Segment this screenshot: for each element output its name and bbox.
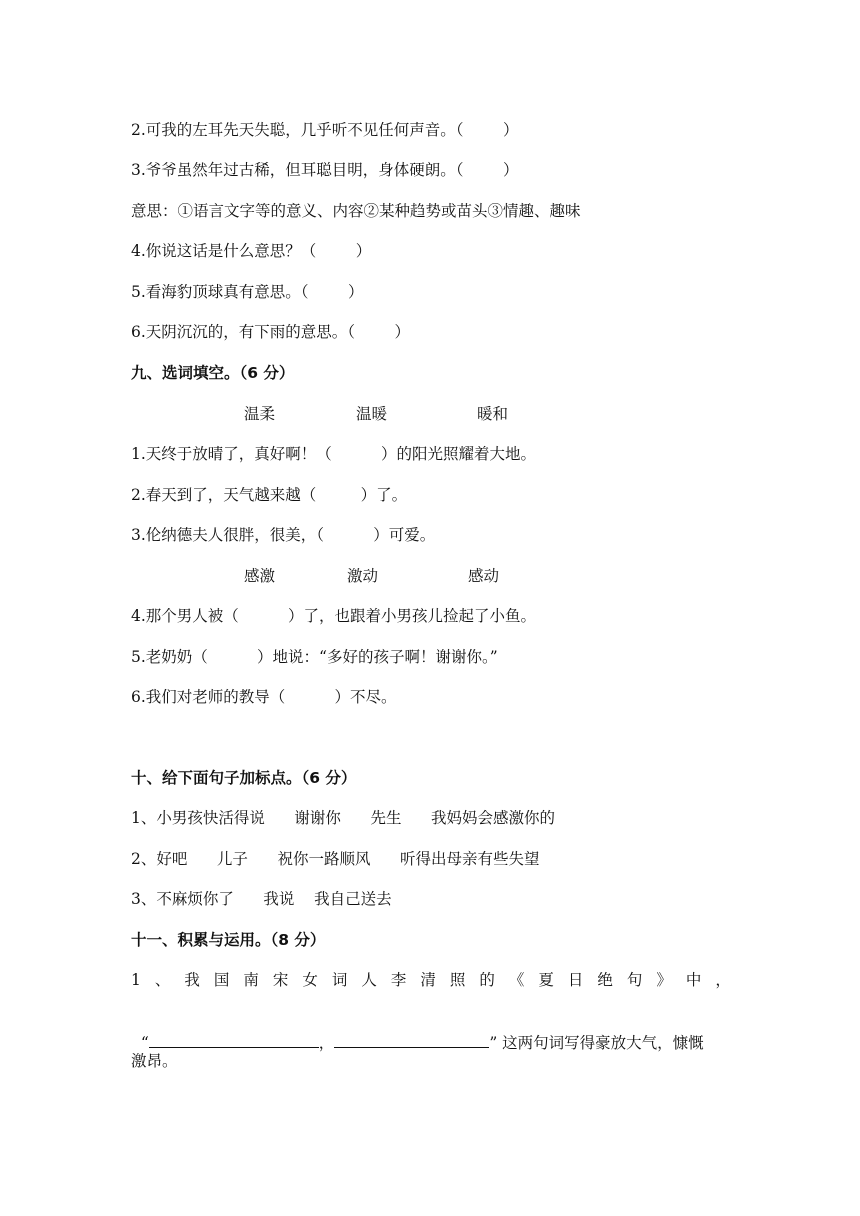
line-q11-1 — [131, 970, 731, 990]
line-q9-2: 2.春天到了，天气越来越（ ）了。 — [131, 486, 408, 504]
fill-in-blank-2[interactable] — [334, 1031, 489, 1048]
char: 句 — [626, 971, 643, 989]
char: 《 — [508, 971, 525, 989]
meaning-definitions: 意思：①语言文字等的意义、内容②某种趋势或苗头③情趣、趣味 — [131, 202, 581, 220]
char: 夏 — [538, 971, 554, 989]
word-option: 暖和 — [477, 405, 509, 423]
char: ， — [715, 971, 731, 989]
line-q9-1: 1.天终于放晴了，真好啊！（ ）的阳光照耀着大地。 — [131, 445, 537, 463]
word-option: 感动 — [468, 567, 500, 585]
line-q9-5: 5.老奶奶（ ）地说：“多好的孩子啊！谢谢你。” — [131, 648, 498, 666]
char: 绝 — [597, 971, 613, 989]
line-q9-4: 4.那个男人被（ ）了，也跟着小男孩儿捡起了小鱼。 — [131, 607, 537, 625]
line-q10-1: 1、小男孩快活得说 谢谢你 先生 我妈妈会感激你的 — [131, 809, 556, 827]
char: 清 — [420, 971, 436, 989]
char: 》 — [656, 971, 672, 989]
char: 中 — [685, 971, 702, 989]
char: 南 — [243, 971, 259, 989]
fill-in-blank-1[interactable] — [149, 1031, 319, 1048]
char: 日 — [567, 971, 584, 989]
char: 人 — [361, 971, 377, 989]
section-10-heading: 十、给下面句子加标点。（6 分） — [131, 769, 357, 787]
line-q8-2: 2.可我的左耳先天失聪，几乎听不见任何声音。（ ） — [131, 121, 519, 139]
word-option: 激动 — [347, 567, 379, 585]
word-option: 温暖 — [356, 405, 388, 423]
char: 、 — [154, 971, 171, 989]
sentence-tail: ” 这两句词写得豪放大气，慷慨 — [489, 1034, 704, 1052]
section-9-heading: 九、选词填空。（6 分） — [131, 364, 295, 382]
char: 我 — [184, 971, 200, 989]
line-q9-3: 3.伦纳德夫人很胖，很美，（ ）可爱。 — [131, 526, 436, 544]
open-quote: “ — [140, 1034, 149, 1052]
char: 国 — [213, 971, 230, 989]
comma: ， — [318, 1034, 335, 1052]
char: 李 — [390, 971, 407, 989]
char: 1 — [131, 971, 141, 989]
line-q10-3: 3、不麻烦你了 我说 我自己送去 — [131, 890, 392, 908]
char: 照 — [449, 971, 466, 989]
line-q8-6: 6.天阴沉沉的，有下雨的意思。（ ） — [131, 323, 410, 341]
line-q8-3: 3.爷爷虽然年过古稀，但耳聪目明，身体硬朗。（ ） — [131, 161, 519, 179]
line-q11-1-blanks — [131, 1011, 704, 1053]
line-q8-4: 4.你说这话是什么意思？（ ） — [131, 242, 372, 260]
char: 宋 — [272, 971, 289, 989]
line-q8-5: 5.看海豹顶球真有意思。（ ） — [131, 283, 364, 301]
section-11-heading: 十一、积累与运用。（8 分） — [131, 931, 326, 949]
char: 的 — [479, 971, 495, 989]
char: 词 — [331, 971, 348, 989]
line-q10-2: 2、好吧 儿子 祝你一路顺风 听得出母亲有些失望 — [131, 850, 540, 868]
word-option: 感激 — [244, 567, 276, 585]
word-option: 温柔 — [244, 405, 276, 423]
char: 女 — [302, 971, 318, 989]
line-q9-6: 6.我们对老师的教导（ ）不尽。 — [131, 688, 397, 706]
line-q11-1-end: 激昂。 — [131, 1052, 178, 1070]
